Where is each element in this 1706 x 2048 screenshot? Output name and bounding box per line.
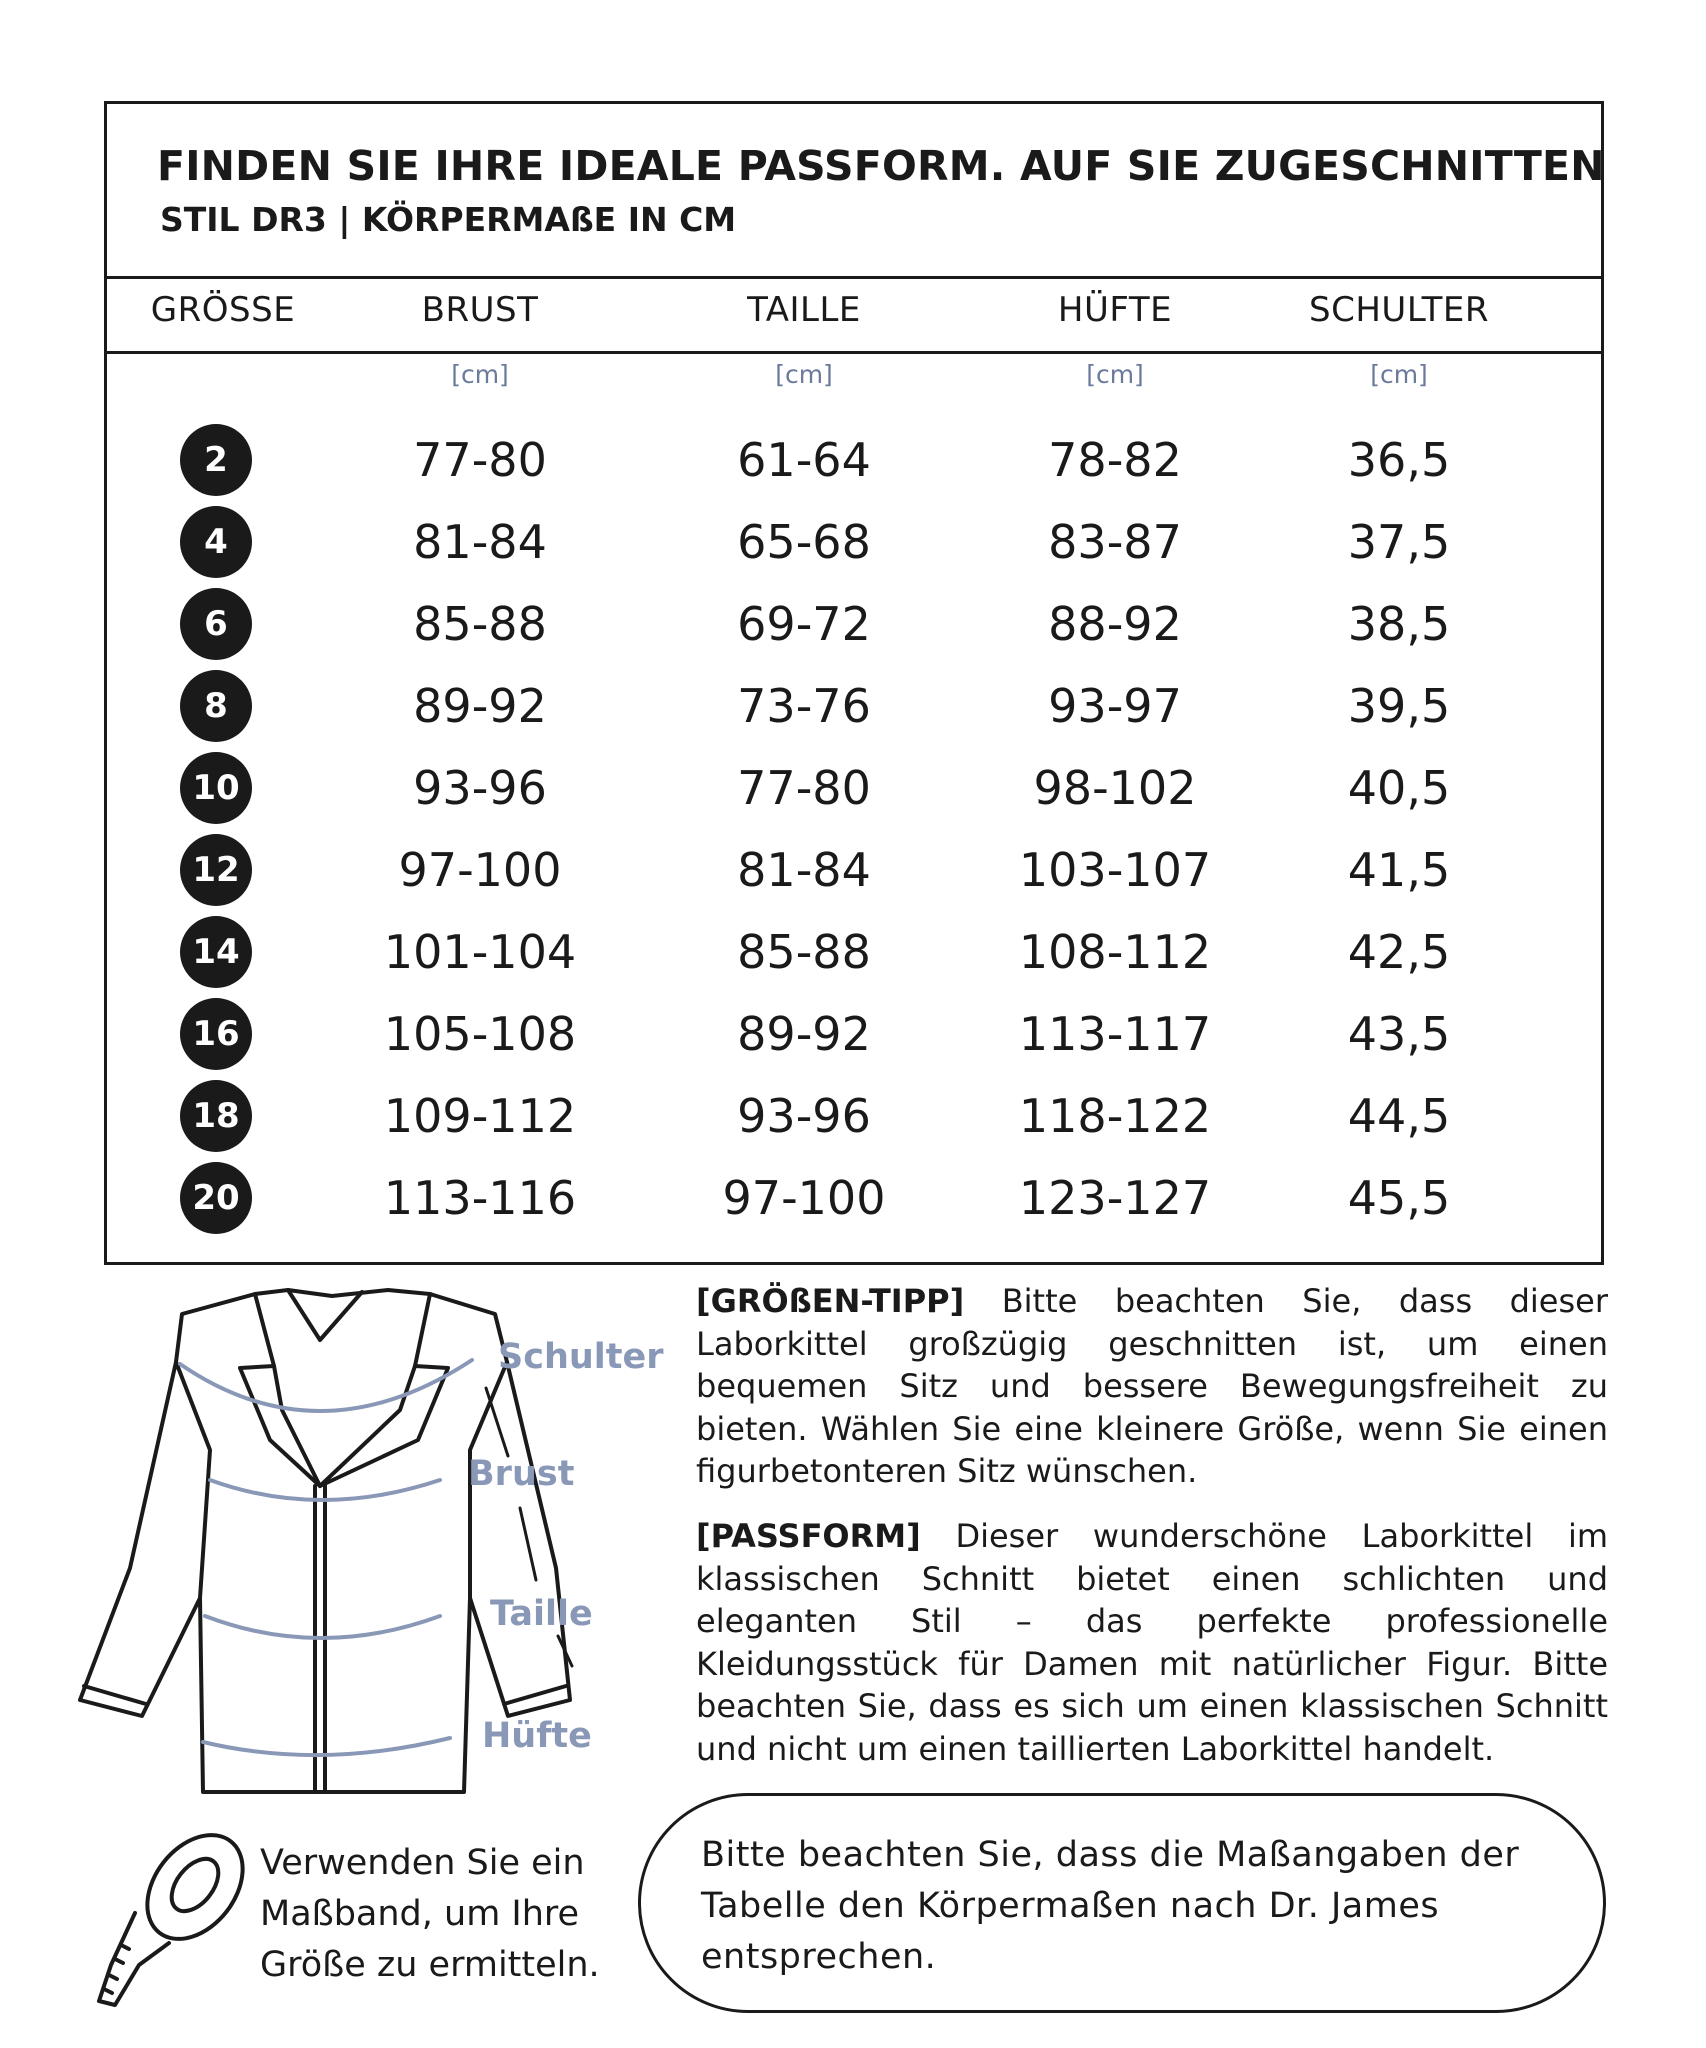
cell-taille: 97-100 <box>722 1171 886 1225</box>
cell-brust: 89-92 <box>413 679 547 733</box>
cell-taille: 93-96 <box>737 1089 871 1143</box>
cell-brust: 113-116 <box>383 1171 577 1225</box>
cell-huefte: 118-122 <box>1018 1089 1212 1143</box>
label-schulter: Schulter <box>498 1337 664 1377</box>
cell-schulter: 43,5 <box>1347 1007 1451 1061</box>
cell-taille: 65-68 <box>737 515 871 569</box>
cell-huefte: 113-117 <box>1018 1007 1212 1061</box>
cell-taille: 69-72 <box>737 597 871 651</box>
cell-huefte: 103-107 <box>1018 843 1212 897</box>
table-row <box>107 1075 1601 1157</box>
size-badge: 2 <box>180 424 252 496</box>
cell-brust: 97-100 <box>398 843 562 897</box>
cell-brust: 77-80 <box>413 433 547 487</box>
size-badge: 6 <box>180 588 252 660</box>
sizing-tip-tag: [GRÖßEN-TIPP] <box>696 1282 965 1320</box>
size-badge: 16 <box>180 998 252 1070</box>
cell-schulter: 39,5 <box>1347 679 1451 733</box>
column-header-size: GRÖSSE <box>150 290 296 330</box>
size-chart <box>104 101 1604 1265</box>
page-subtitle: STIL DR3 | KÖRPERMAßE IN CM <box>160 200 737 239</box>
lab-coat-diagram <box>70 1280 670 1800</box>
fit-text: Dieser wunderschöne Laborkittel im klassischen Schnitt bietet einen schlichten und eleganten Stil – das perfekte professionelle Kleidungsstück für Damen mit natürlicher Figur. Bitte beachten Sie, dass es sich um einen klassischen Schnitt und nicht um einen taillierten Laborkittel handelt. <box>696 1517 1608 1768</box>
divider <box>107 351 1601 354</box>
cell-brust: 81-84 <box>413 515 547 569</box>
note-text: Bitte beachten Sie, dass die Maßangaben der Tabelle den Körpermaßen nach Dr. James entsprechen. <box>701 1835 1520 1977</box>
page-title: FINDEN SIE IHRE IDEALE PASSFORM. AUF SIE ZUGESCHNITTEN <box>157 142 1605 190</box>
size-badge: 8 <box>180 670 252 742</box>
table-row <box>107 829 1601 911</box>
cell-taille: 61-64 <box>737 433 871 487</box>
cell-huefte: 108-112 <box>1018 925 1212 979</box>
measuring-tape <box>95 1825 275 2010</box>
cell-taille: 89-92 <box>737 1007 871 1061</box>
cell-huefte: 93-97 <box>1048 679 1182 733</box>
note-box <box>638 1793 1606 2013</box>
cell-taille: 81-84 <box>737 843 871 897</box>
unit-label: [cm] <box>1370 360 1428 389</box>
table-row <box>107 993 1601 1075</box>
table-row <box>107 501 1601 583</box>
cell-taille: 77-80 <box>737 761 871 815</box>
cell-brust: 85-88 <box>413 597 547 651</box>
cell-huefte: 98-102 <box>1033 761 1197 815</box>
label-brust: Brust <box>468 1454 575 1494</box>
tape-instruction: Verwenden Sie ein Maßband, um Ihre Größe zu ermitteln. <box>260 1843 600 1985</box>
cell-schulter: 44,5 <box>1347 1089 1451 1143</box>
cell-huefte: 83-87 <box>1048 515 1182 569</box>
size-badge: 10 <box>180 752 252 824</box>
fit-paragraph <box>696 1515 1608 1770</box>
sizing-tip-paragraph <box>696 1280 1608 1493</box>
label-taille: Taille <box>490 1594 593 1634</box>
size-badge: 14 <box>180 916 252 988</box>
column-header-brust: BRUST <box>421 290 539 330</box>
unit-label: [cm] <box>1086 360 1144 389</box>
cell-brust: 93-96 <box>413 761 547 815</box>
measuring-tape-icon <box>95 1825 275 2010</box>
table-row <box>107 665 1601 747</box>
cell-brust: 105-108 <box>383 1007 577 1061</box>
column-header-taille: TAILLE <box>747 290 861 330</box>
size-badge: 20 <box>180 1162 252 1234</box>
cell-huefte: 88-92 <box>1048 597 1182 651</box>
size-badge: 12 <box>180 834 252 906</box>
cell-taille: 73-76 <box>737 679 871 733</box>
unit-label: [cm] <box>775 360 833 389</box>
table-row <box>107 747 1601 829</box>
size-badge: 18 <box>180 1080 252 1152</box>
cell-huefte: 123-127 <box>1018 1171 1212 1225</box>
cell-schulter: 38,5 <box>1347 597 1451 651</box>
cell-taille: 85-88 <box>737 925 871 979</box>
table-row <box>107 583 1601 665</box>
table-row <box>107 1157 1601 1239</box>
fit-tag: [PASSFORM] <box>696 1517 921 1555</box>
cell-schulter: 37,5 <box>1347 515 1451 569</box>
cell-schulter: 41,5 <box>1347 843 1451 897</box>
table-row <box>107 911 1601 993</box>
label-huefte: Hüfte <box>482 1716 592 1756</box>
cell-brust: 101-104 <box>383 925 577 979</box>
table-row <box>107 419 1601 501</box>
column-header-schulter: SCHULTER <box>1309 290 1489 330</box>
cell-schulter: 40,5 <box>1347 761 1451 815</box>
column-header-huefte: HÜFTE <box>1057 290 1173 330</box>
cell-schulter: 36,5 <box>1347 433 1451 487</box>
unit-label: [cm] <box>451 360 509 389</box>
size-badge: 4 <box>180 506 252 578</box>
cell-brust: 109-112 <box>383 1089 577 1143</box>
cell-schulter: 45,5 <box>1347 1171 1451 1225</box>
cell-schulter: 42,5 <box>1347 925 1451 979</box>
cell-huefte: 78-82 <box>1048 433 1182 487</box>
divider <box>107 276 1601 279</box>
sizing-tip-text: Bitte beachten Sie, dass dieser Laborkittel großzügig geschnitten ist, um einen bequemen Sitz und bessere Bewegungsfreiheit zu bieten. Wählen Sie eine kleinere Größe, wenn Sie einen figurbetonteren Sitz wünschen. <box>696 1282 1608 1490</box>
